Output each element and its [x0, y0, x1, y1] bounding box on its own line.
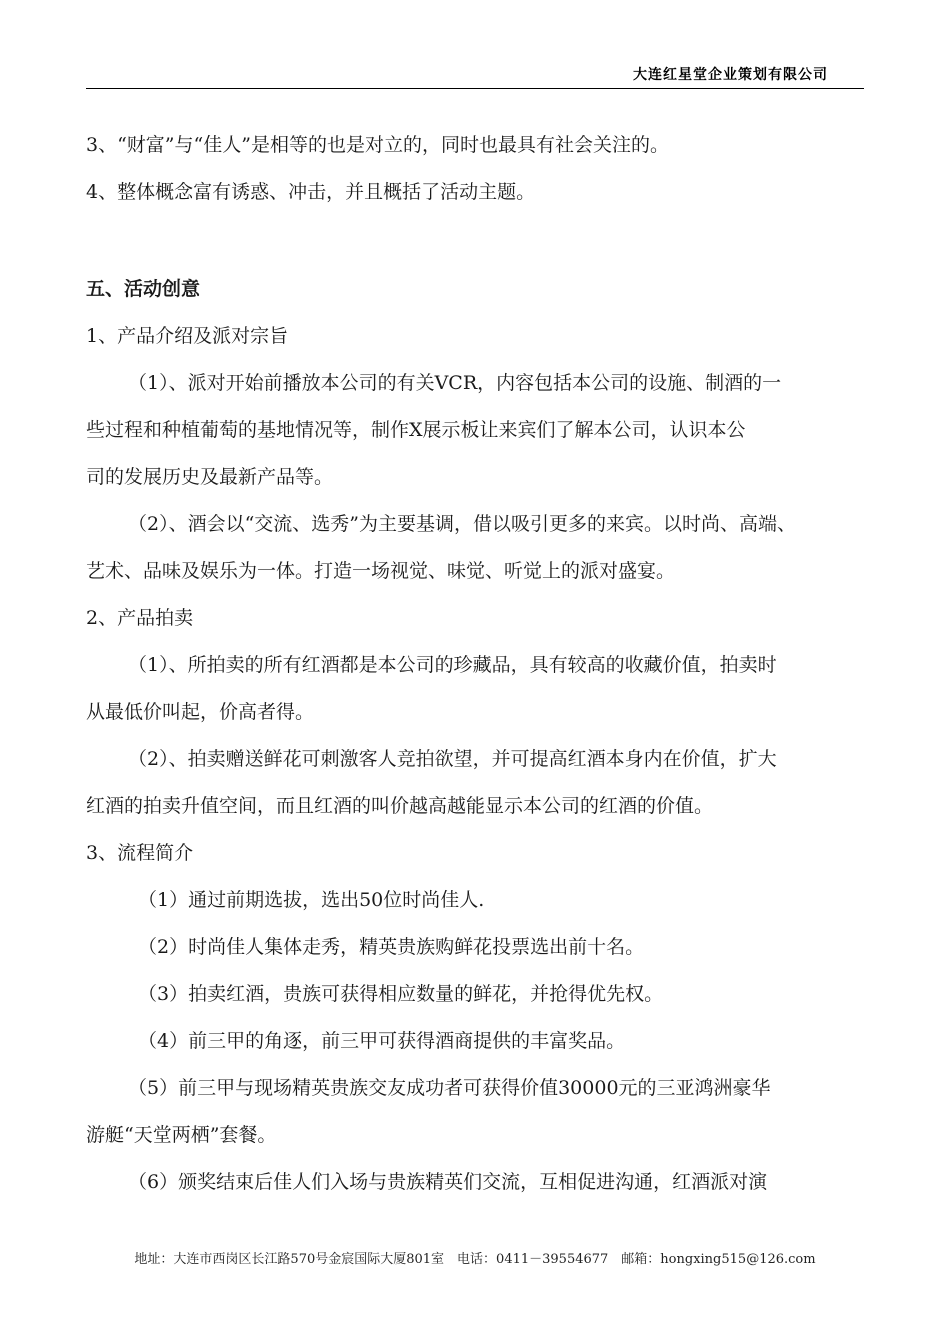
subsection-title-3: 3、流程简介	[86, 842, 194, 864]
process-item-4: （4）前三甲的角逐，前三甲可获得酒商提供的丰富奖品。	[138, 1030, 626, 1052]
page-header	[86, 62, 864, 89]
sub2-p2-line1: （2）、拍卖赠送鲜花可刺激客人竞拍欲望，并可提高红酒本身内在价值，扩大	[128, 748, 777, 770]
document-body	[86, 122, 868, 1206]
process-item-2: （2）时尚佳人集体走秀，精英贵族购鲜花投票选出前十名。	[138, 936, 645, 958]
sub2-p1-line1: （1）、所拍卖的所有红酒都是本公司的珍藏品，具有较高的收藏价值，拍卖时	[128, 654, 777, 676]
page-footer: 地址：大连市西岗区长江路570号金宸国际大厦801室 电话：0411－39554677 邮箱：hongxing515@126.com	[134, 1252, 816, 1267]
subsection-title-1: 1、产品介绍及派对宗旨	[86, 325, 289, 347]
sub2-p1-line2: 从最低价叫起，价高者得。	[86, 701, 315, 723]
intro-point-4: 4、整体概念富有诱惑、冲击，并且概括了活动主题。	[86, 181, 536, 203]
sub1-p2-line2: 艺术、品味及娱乐为一体。打造一场视觉、味觉、听觉上的派对盛宴。	[86, 560, 676, 582]
process-item-6-line1: （6）颁奖结束后佳人们入场与贵族精英们交流，互相促进沟通，红酒派对演	[128, 1171, 768, 1193]
sub1-p1-line3: 司的发展历史及最新产品等。	[86, 466, 334, 488]
sub1-p1-line2: 些过程和种植葡萄的基地情况等，制作X展示板让来宾们了解本公司，认识本公	[86, 419, 746, 441]
subsection-title-2: 2、产品拍卖	[86, 607, 194, 629]
sub1-p1-line1: （1）、派对开始前播放本公司的有关VCR，内容包括本公司的设施、制酒的一	[128, 372, 782, 394]
company-name: 大连红星堂企业策划有限公司	[633, 67, 828, 83]
process-item-3: （3）拍卖红酒，贵族可获得相应数量的鲜花，并抢得优先权。	[138, 983, 664, 1005]
section-heading: 五、活动创意	[86, 278, 201, 300]
sub1-p2-line1: （2）、酒会以“交流、选秀”为主要基调，借以吸引更多的来宾。以时尚、高端、	[128, 513, 797, 535]
sub2-p2-line2: 红酒的拍卖升值空间，而且红酒的叫价越高越能显示本公司的红酒的价值。	[86, 795, 714, 817]
intro-point-3: 3、“财富”与“佳人”是相等的也是对立的，同时也最具有社会关注的。	[86, 134, 669, 156]
process-item-5-line1: （5）前三甲与现场精英贵族交友成功者可获得价值30000元的三亚鸿洲豪华	[128, 1077, 771, 1099]
process-item-5-line2: 游艇“天堂两栖”套餐。	[86, 1124, 277, 1146]
process-item-1: （1）通过前期选拔，选出50位时尚佳人.	[138, 889, 485, 911]
